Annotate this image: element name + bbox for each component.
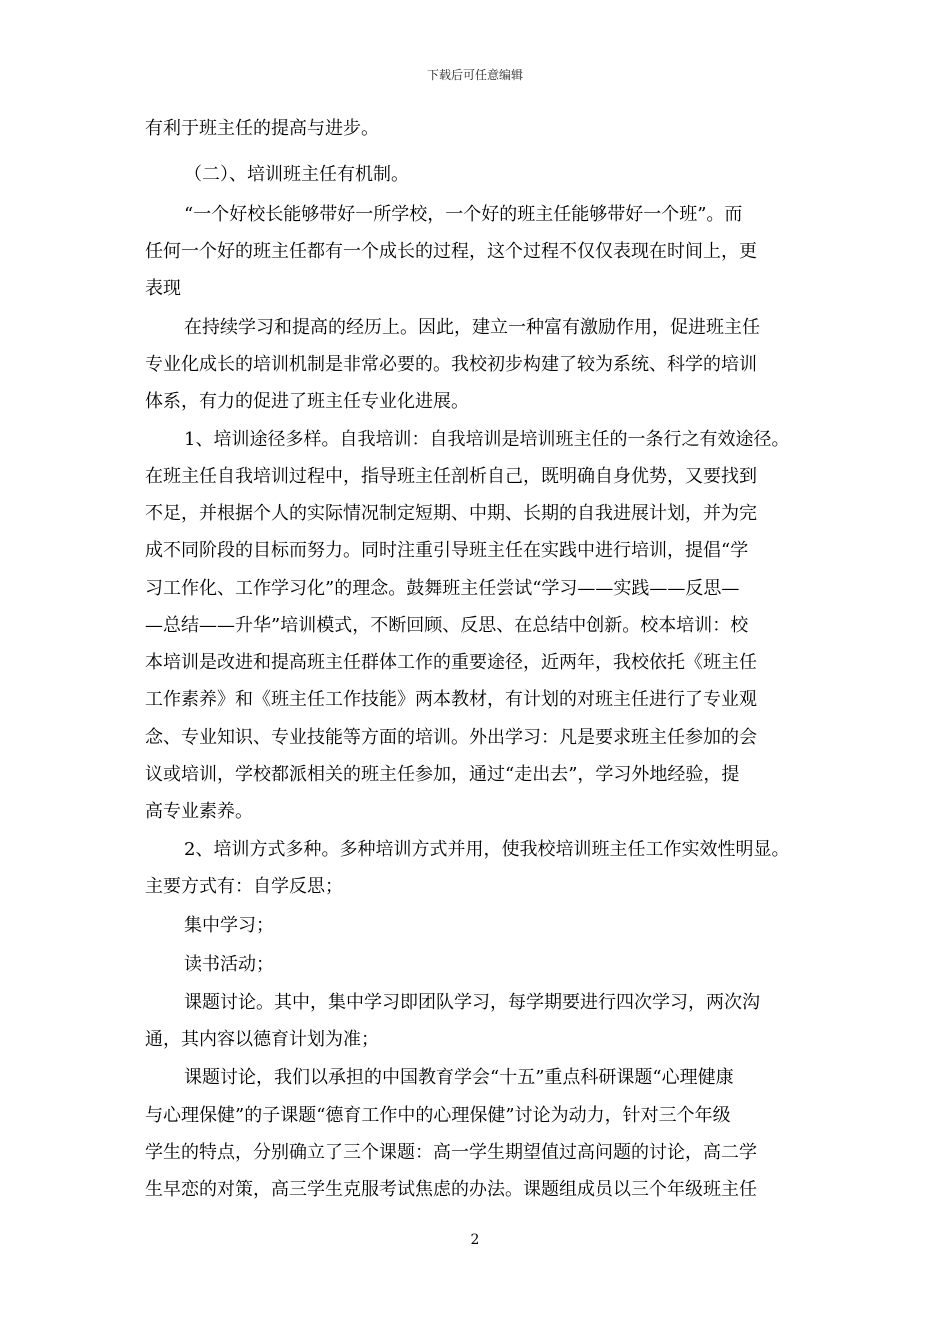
text-line: 主要方式有：自学反思；	[145, 876, 343, 897]
text-line: 在班主任自我培训过程中，指导班主任剖析自己，既明确自身优势，又要找到	[145, 466, 757, 487]
text-line: 念、专业知识、专业技能等方面的培训。外出学习：凡是要求班主任参加的会	[145, 727, 757, 748]
text-line: 在持续学习和提高的经历上。因此，建立一种富有激励作用，促进班主任	[184, 317, 760, 338]
text-line: 高专业素养。	[145, 801, 253, 822]
text-line: 专业化成长的培训机制是非常必要的。我校初步构建了较为系统、科学的培训	[145, 354, 757, 375]
text-line: 生早恋的对策，高三学生克服考试焦虑的办法。课题组成员以三个年级班主任	[145, 1179, 757, 1200]
text-line: —总结——升华”培训模式，不断回顾、反思、在总结中创新。校本培训：校	[145, 615, 749, 636]
text-line: 不足，并根据个人的实际情况制定短期、中期、长期的自我进展计划，并为完	[145, 503, 757, 524]
page-header: 下载后可任意编辑	[426, 68, 523, 82]
text-line: 体系，有力的促进了班主任专业化进展。	[145, 391, 469, 412]
text-line: 课题讨论，我们以承担的中国教育学会“十五”重点科研课题“心理健康	[184, 1067, 734, 1088]
text-line: 读书活动；	[184, 954, 274, 975]
text-line: 有利于班主任的提高与进步。	[145, 118, 379, 139]
page-number: 2	[470, 1232, 480, 1248]
text-line: 议或培训，学校都派相关的班主任参加，通过“走出去”，学习外地经验，提	[145, 764, 740, 785]
text-line: 课题讨论。其中，集中学习即团队学习，每学期要进行四次学习，两次沟	[184, 992, 760, 1013]
section-heading: （二）、培训班主任有机制。	[184, 164, 409, 185]
text-line: 1、培训途径多样。自我培训：自我培训是培训班主任的一条行之有效途径。	[184, 429, 790, 450]
text-line: 集中学习；	[184, 915, 274, 936]
text-line: 成不同阶段的目标而努力。同时注重引导班主任在实践中进行培训，提倡“学	[145, 540, 749, 561]
text-line: 本培训是改进和提高班主任群体工作的重要途径，近两年，我校依托《班主任	[145, 652, 757, 673]
text-line: 2、培训方式多种。多种培训方式并用，使我校培训班主任工作实效性明显。	[184, 839, 790, 860]
text-line: 与心理保健”的子课题“德育工作中的心理保健”讨论为动力，针对三个年级	[145, 1105, 731, 1126]
text-line: 学生的特点，分别确立了三个课题：高一学生期望值过高问题的讨论，高二学	[145, 1142, 757, 1163]
text-line: 任何一个好的班主任都有一个成长的过程，这个过程不仅仅表现在时间上，更	[145, 241, 757, 262]
text-line: “一个好校长能够带好一所学校，一个好的班主任能够带好一个班”。而	[184, 204, 743, 225]
text-line: 表现	[145, 278, 181, 299]
text-line: 通，其内容以德育计划为准；	[145, 1029, 379, 1050]
text-line: 习工作化、工作学习化”的理念。鼓舞班主任尝试“学习——实践——反思—	[145, 578, 740, 599]
text-line: 工作素养》和《班主任工作技能》两本教材，有计划的对班主任进行了专业观	[145, 689, 757, 710]
